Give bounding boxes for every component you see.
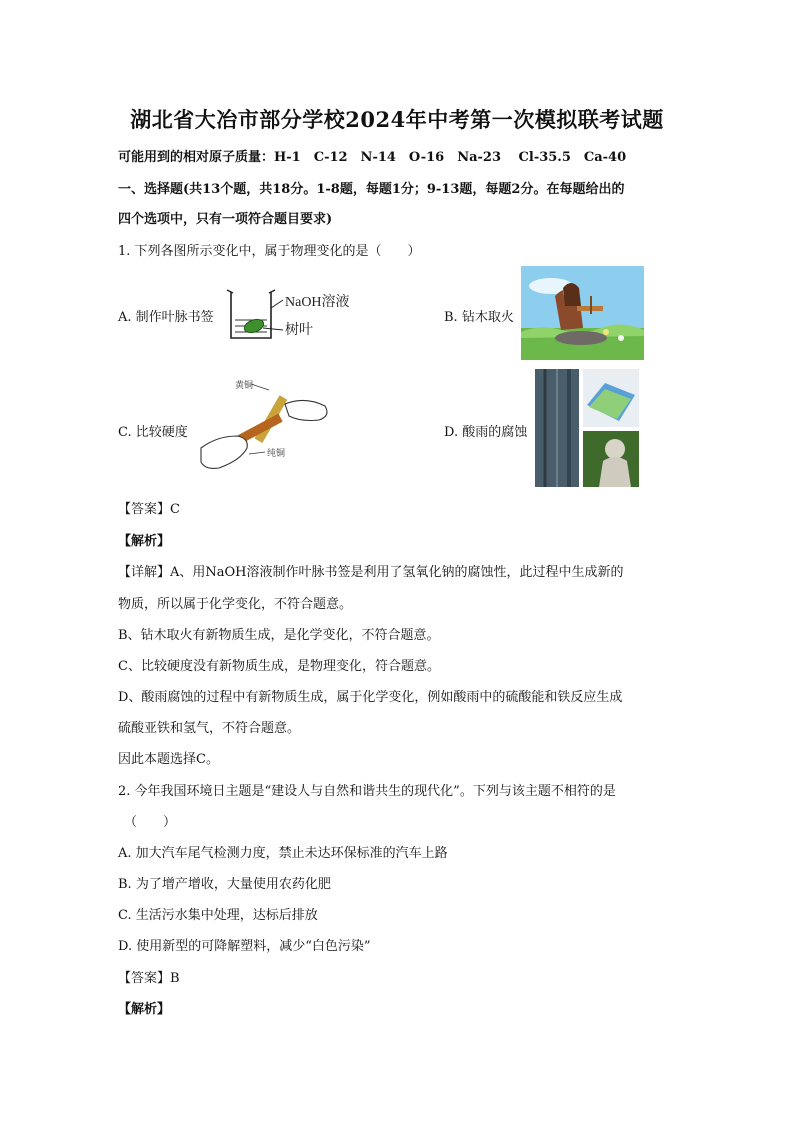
acid-rain-photos (535, 369, 639, 487)
section-heading-line2: 四个选项中，只有一项符合题目要求) (118, 212, 333, 227)
q1-answer: 【答案】C (118, 502, 180, 517)
q1-option-a: A. 制作叶脉书签 (118, 310, 214, 325)
metal-scratch-figure (197, 376, 337, 476)
q2-option-c: C. 生活污水集中处理，达标后排放 (118, 908, 318, 923)
q1-detail-d1: D、酸雨腐蚀的过程中有新物质生成，属于化学变化，例如酸雨中的硫酸能和铁反应生成 (118, 690, 623, 705)
q1-option-b: B. 钻木取火 (444, 310, 514, 325)
q1-detail-c: C、比较硬度没有新物质生成，是物理变化，符合题意。 (118, 659, 440, 674)
q2-option-b: B. 为了增产增收，大量使用农药化肥 (118, 877, 331, 892)
q2-option-d: D. 使用新型的可降解塑料，减少“白色污染” (118, 939, 371, 954)
q2-answer: 【答案】B (118, 971, 180, 986)
atomic-masses: 可能用到的相对原子质量：H-1 C-12 N-14 O-16 Na-23 Cl-35.5 Ca-40 (118, 150, 627, 165)
q1-detail-line2: 物质，所以属于化学变化，不符合题意。 (118, 597, 353, 612)
q1-detail-d2: 硫酸亚铁和氢气，不符合题意。 (118, 721, 301, 736)
q2-stem-line1: 2. 今年我国环境日主题是“建设人与自然和谐共生的现代化”。下列与该主题不相符的是 (118, 784, 616, 799)
q2-analysis: 【解析】 (118, 1002, 171, 1017)
naoh-label: NaOH溶液 (285, 295, 350, 310)
page-title: 湖北省大冶市部分学校2024年中考第一次模拟联考试题 (130, 107, 664, 132)
drilling-fire-illustration (521, 266, 644, 360)
q2-option-a: A. 加大汽车尾气检测力度，禁止未达环保标准的汽车上路 (118, 846, 448, 861)
q1-stem: 1. 下列各图所示变化中，属于物理变化的是（ ） (118, 244, 421, 259)
q1-detail-b: B、钻木取火有新物质生成，是化学变化，不符合题意。 (118, 628, 440, 643)
leaf-label: 树叶 (285, 323, 313, 338)
brass-label: 黄铜 (235, 380, 254, 390)
q1-conclusion: 因此本题选择C。 (118, 752, 219, 767)
q1-option-c: C. 比较硬度 (118, 425, 188, 440)
copper-label: 纯铜 (267, 448, 286, 458)
q1-detail-line1: 【详解】A、用NaOH溶液制作叶脉书签是利用了氢氧化钠的腐蚀性，此过程中生成新的 (118, 565, 624, 580)
q1-analysis: 【解析】 (118, 534, 171, 549)
q1-option-d: D. 酸雨的腐蚀 (444, 425, 528, 440)
section-heading-line1: 一、选择题(共13个题，共18分。1-8题，每题1分；9-13题，每题2分。在每题给出的 (118, 182, 625, 197)
q2-stem-line2: （ ） (124, 815, 177, 830)
beaker-leaf-figure (225, 286, 365, 342)
